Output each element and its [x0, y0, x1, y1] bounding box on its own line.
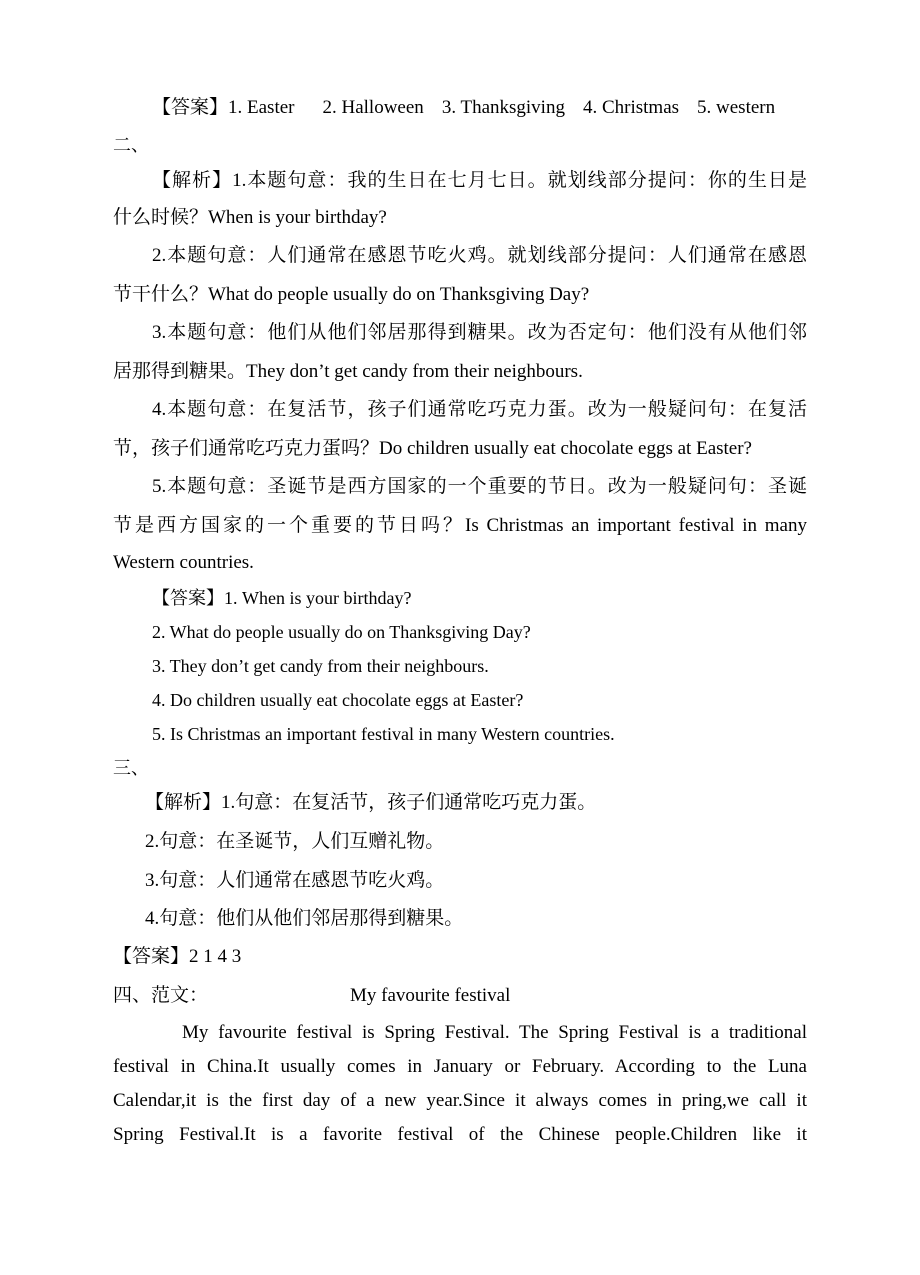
analysis-line: 2.句意：在圣诞节，人们互赠礼物。	[145, 831, 445, 852]
answer-item: 4. Christmas	[582, 97, 680, 118]
answer-item: 2. Halloween	[322, 97, 424, 118]
section3-heading: 三、	[113, 758, 149, 778]
analysis-line: 4.本题句意：在复活节，孩子们通常吃巧克力蛋。改为一般疑问句：在复活	[152, 399, 807, 420]
analysis-line: Western countries.	[113, 552, 254, 573]
analysis-line: 5.本题句意：圣诞节是西方国家的一个重要的节日。改为一般疑问句：圣诞	[152, 476, 807, 497]
analysis-line: 3.句意：人们通常在感恩节吃火鸡。	[145, 870, 445, 891]
answer-line: 2. What do people usually do on Thanksgiving Day?	[152, 622, 531, 642]
answer-line: 【答案】1. When is your birthday?	[152, 588, 412, 608]
section2-heading: 二、	[113, 135, 149, 155]
analysis-line: 节，孩子们通常吃巧克力蛋吗？Do children usually eat chocolate eggs at Easter?	[113, 438, 752, 459]
section3-answer: 【答案】2 1 4 3	[113, 946, 242, 967]
analysis-line: 4.句意：他们从他们邻居那得到糖果。	[145, 908, 464, 929]
essay-line: festival in China.It usually comes in January or February. According to the Luna	[113, 1056, 807, 1077]
analysis-line: 2.本题句意：人们通常在感恩节吃火鸡。就划线部分提问：人们通常在感恩	[152, 245, 807, 266]
answer-line: 5. Is Christmas an important festival in many Western countries.	[152, 724, 615, 744]
answer-prefix: 【答案】	[152, 97, 229, 118]
answer-item: 5. western	[697, 97, 776, 118]
section1-answers	[152, 96, 775, 120]
analysis-line: 3.本题句意：他们从他们邻居那得到糖果。改为否定句：他们没有从他们邻	[152, 322, 807, 343]
answer-line: 3. They don’t get candy from their neighbours.	[152, 656, 489, 676]
analysis-line: 节是西方国家的一个重要的节日吗？Is Christmas an important festival in many	[113, 515, 807, 536]
essay-line: Spring Festival.It is a favorite festival of the Chinese people.Children like it	[113, 1124, 807, 1145]
answer-item: 1. Easter	[228, 97, 295, 118]
section4-heading: 四、范文：	[113, 985, 209, 1006]
essay-line: Calendar,it is the first day of a new year.Since it always comes in pring,we call it	[113, 1090, 807, 1111]
analysis-line: 什么时候？When is your birthday?	[113, 207, 387, 228]
analysis-line: 【解析】1.句意：在复活节，孩子们通常吃巧克力蛋。	[145, 792, 597, 813]
essay-title: My favourite festival	[350, 985, 511, 1006]
answer-item: 3. Thanksgiving	[441, 97, 565, 118]
answer-line: 4. Do children usually eat chocolate eggs at Easter?	[152, 690, 524, 710]
analysis-line: 节干什么？What do people usually do on Thanksgiving Day?	[113, 284, 590, 305]
analysis-line: 【解析】1.本题句意：我的生日在七月七日。就划线部分提问：你的生日是	[152, 170, 807, 191]
essay-line: My favourite festival is Spring Festival. The Spring Festival is a traditional	[182, 1022, 807, 1043]
analysis-line: 居那得到糖果。They don’t get candy from their neighbours.	[113, 361, 583, 382]
